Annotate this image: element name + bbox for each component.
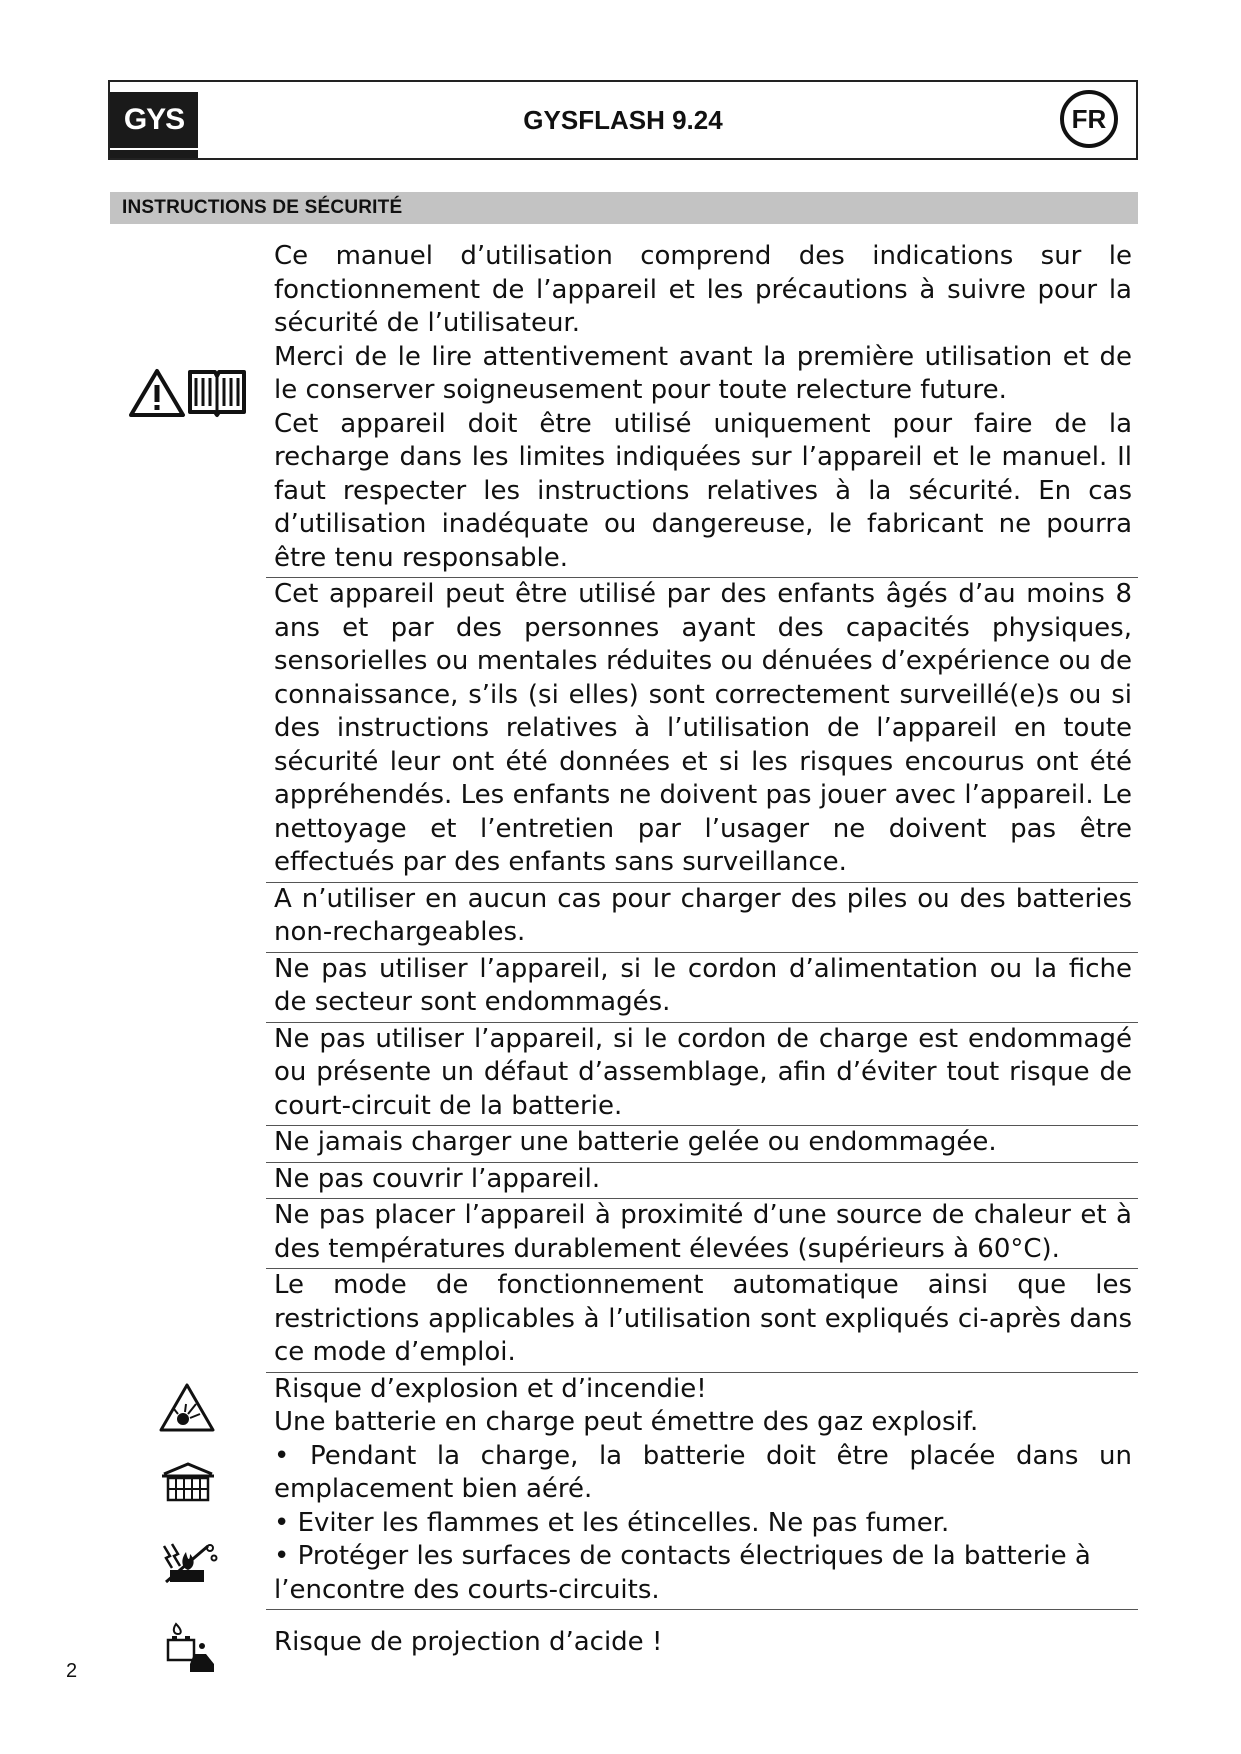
paragraph: Risque de projection d’acide ! <box>274 1627 663 1657</box>
automatic-mode-block <box>266 1269 1138 1373</box>
acid-risk-block <box>266 1610 1138 1662</box>
bullet-item: • Eviter les flammes et les étincelles. Ne pas fumer. <box>274 1507 950 1538</box>
gys-logo <box>110 82 198 158</box>
paragraph: Ne pas couvrir l’appareil. <box>274 1163 601 1194</box>
paragraph: Ce manuel d’utilisation comprend des indications sur le fonctionnement de l’appareil et les précautions à suivre pour la sécurité de l’utilisateur. <box>274 241 1132 338</box>
paragraph: Ne pas utiliser l’appareil, si le cordon de charge est endommagé ou présente un défaut d’assemblage, afin d’éviter tout risque de court-circuit de la batterie. <box>274 1023 1132 1121</box>
bullet-item: • Protéger les surfaces de contacts électriques de la batterie à l’encontre des courts-circuits. <box>274 1541 1091 1605</box>
page-number: 2 <box>66 1660 78 1682</box>
paragraph: A n’utiliser en aucun cas pour charger des piles ou des batteries non-rechargeables. <box>274 883 1132 947</box>
non-rechargeable-block <box>266 883 1138 953</box>
paragraph: Cet appareil peut être utilisé par des enfants âgés d’au moins 8 ans et par des personnes ayant des capacités physiques, sensorielles ou mentales réduites ou dénuées d’expérience ou de connaissance, s’ils (si elles) sont correctement surveillé(e)s ou si des instructions relatives à l’utilisation de l’appareil en toute sécurité leur ont été données et si les risques encourus ont été appréhendés. Les enfants ne doivent pas jouer avec l’appareil. Le nettoyage et l’entretien par l’usager ne doivent pas être effectués par des enfants sans surveillance. <box>274 579 1132 877</box>
paragraph: Ne jamais charger une batterie gelée ou endommagée. <box>274 1127 997 1157</box>
explosion-risk-block <box>266 1373 1138 1611</box>
heat-source-block <box>266 1199 1138 1269</box>
paragraph: Cet appareil doit être utilisé uniquement pour faire de la recharge dans les limites indiquées sur l’appareil et le manuel. Il faut respecter les instructions relatives à la sécurité. En cas d’utilisation inadéquate ou dangereuse, le fabricant ne pourra être tenu responsable. <box>274 408 1132 573</box>
paragraph: Ne pas utiliser l’appareil, si le cordon d’alimentation ou la fiche de secteur sont endommagés. <box>274 953 1132 1017</box>
paragraph: Risque d’explosion et d’incendie! <box>274 1373 707 1404</box>
ventilation-icon <box>160 1460 216 1502</box>
section-header <box>110 192 1138 224</box>
document-title: GYSFLASH 9.24 <box>523 105 723 135</box>
charge-cord-block <box>266 1023 1138 1127</box>
safety-instructions <box>266 240 1138 1662</box>
paragraph: Ne pas placer l’appareil à proximité d’une source de chaleur et à des températures durablement élevées (supérieurs à 60°C). <box>274 1200 1132 1264</box>
do-not-cover-block <box>266 1163 1138 1200</box>
language-badge: FR <box>1060 90 1118 148</box>
warning-icon <box>128 368 186 418</box>
frozen-battery-block <box>266 1126 1138 1163</box>
acid-splash-icon <box>162 1620 218 1674</box>
manual-book-icon <box>186 366 248 418</box>
logo-text: GYS <box>110 92 198 148</box>
no-flame-icon <box>158 1538 220 1586</box>
paragraph: Le mode de fonctionnement automatique ainsi que les restrictions applicables à l’utilisation sont expliqués ci-après dans ce mode d’emploi. <box>274 1270 1132 1367</box>
bullet-item: • Pendant la charge, la batterie doit être placée dans un emplacement bien aéré. <box>274 1440 1132 1504</box>
power-cord-block <box>266 953 1138 1023</box>
children-usage-block <box>266 578 1138 883</box>
explosion-icon <box>158 1382 216 1434</box>
manual-intro-block <box>266 240 1138 578</box>
paragraph: Une batterie en charge peut émettre des gaz explosif. <box>274 1407 979 1437</box>
page-header <box>108 80 1138 160</box>
section-title: INSTRUCTIONS DE SÉCURITÉ <box>122 197 403 218</box>
paragraph: Merci de le lire attentivement avant la première utilisation et de le conserver soigneusement pour toute relecture future. <box>274 341 1132 405</box>
